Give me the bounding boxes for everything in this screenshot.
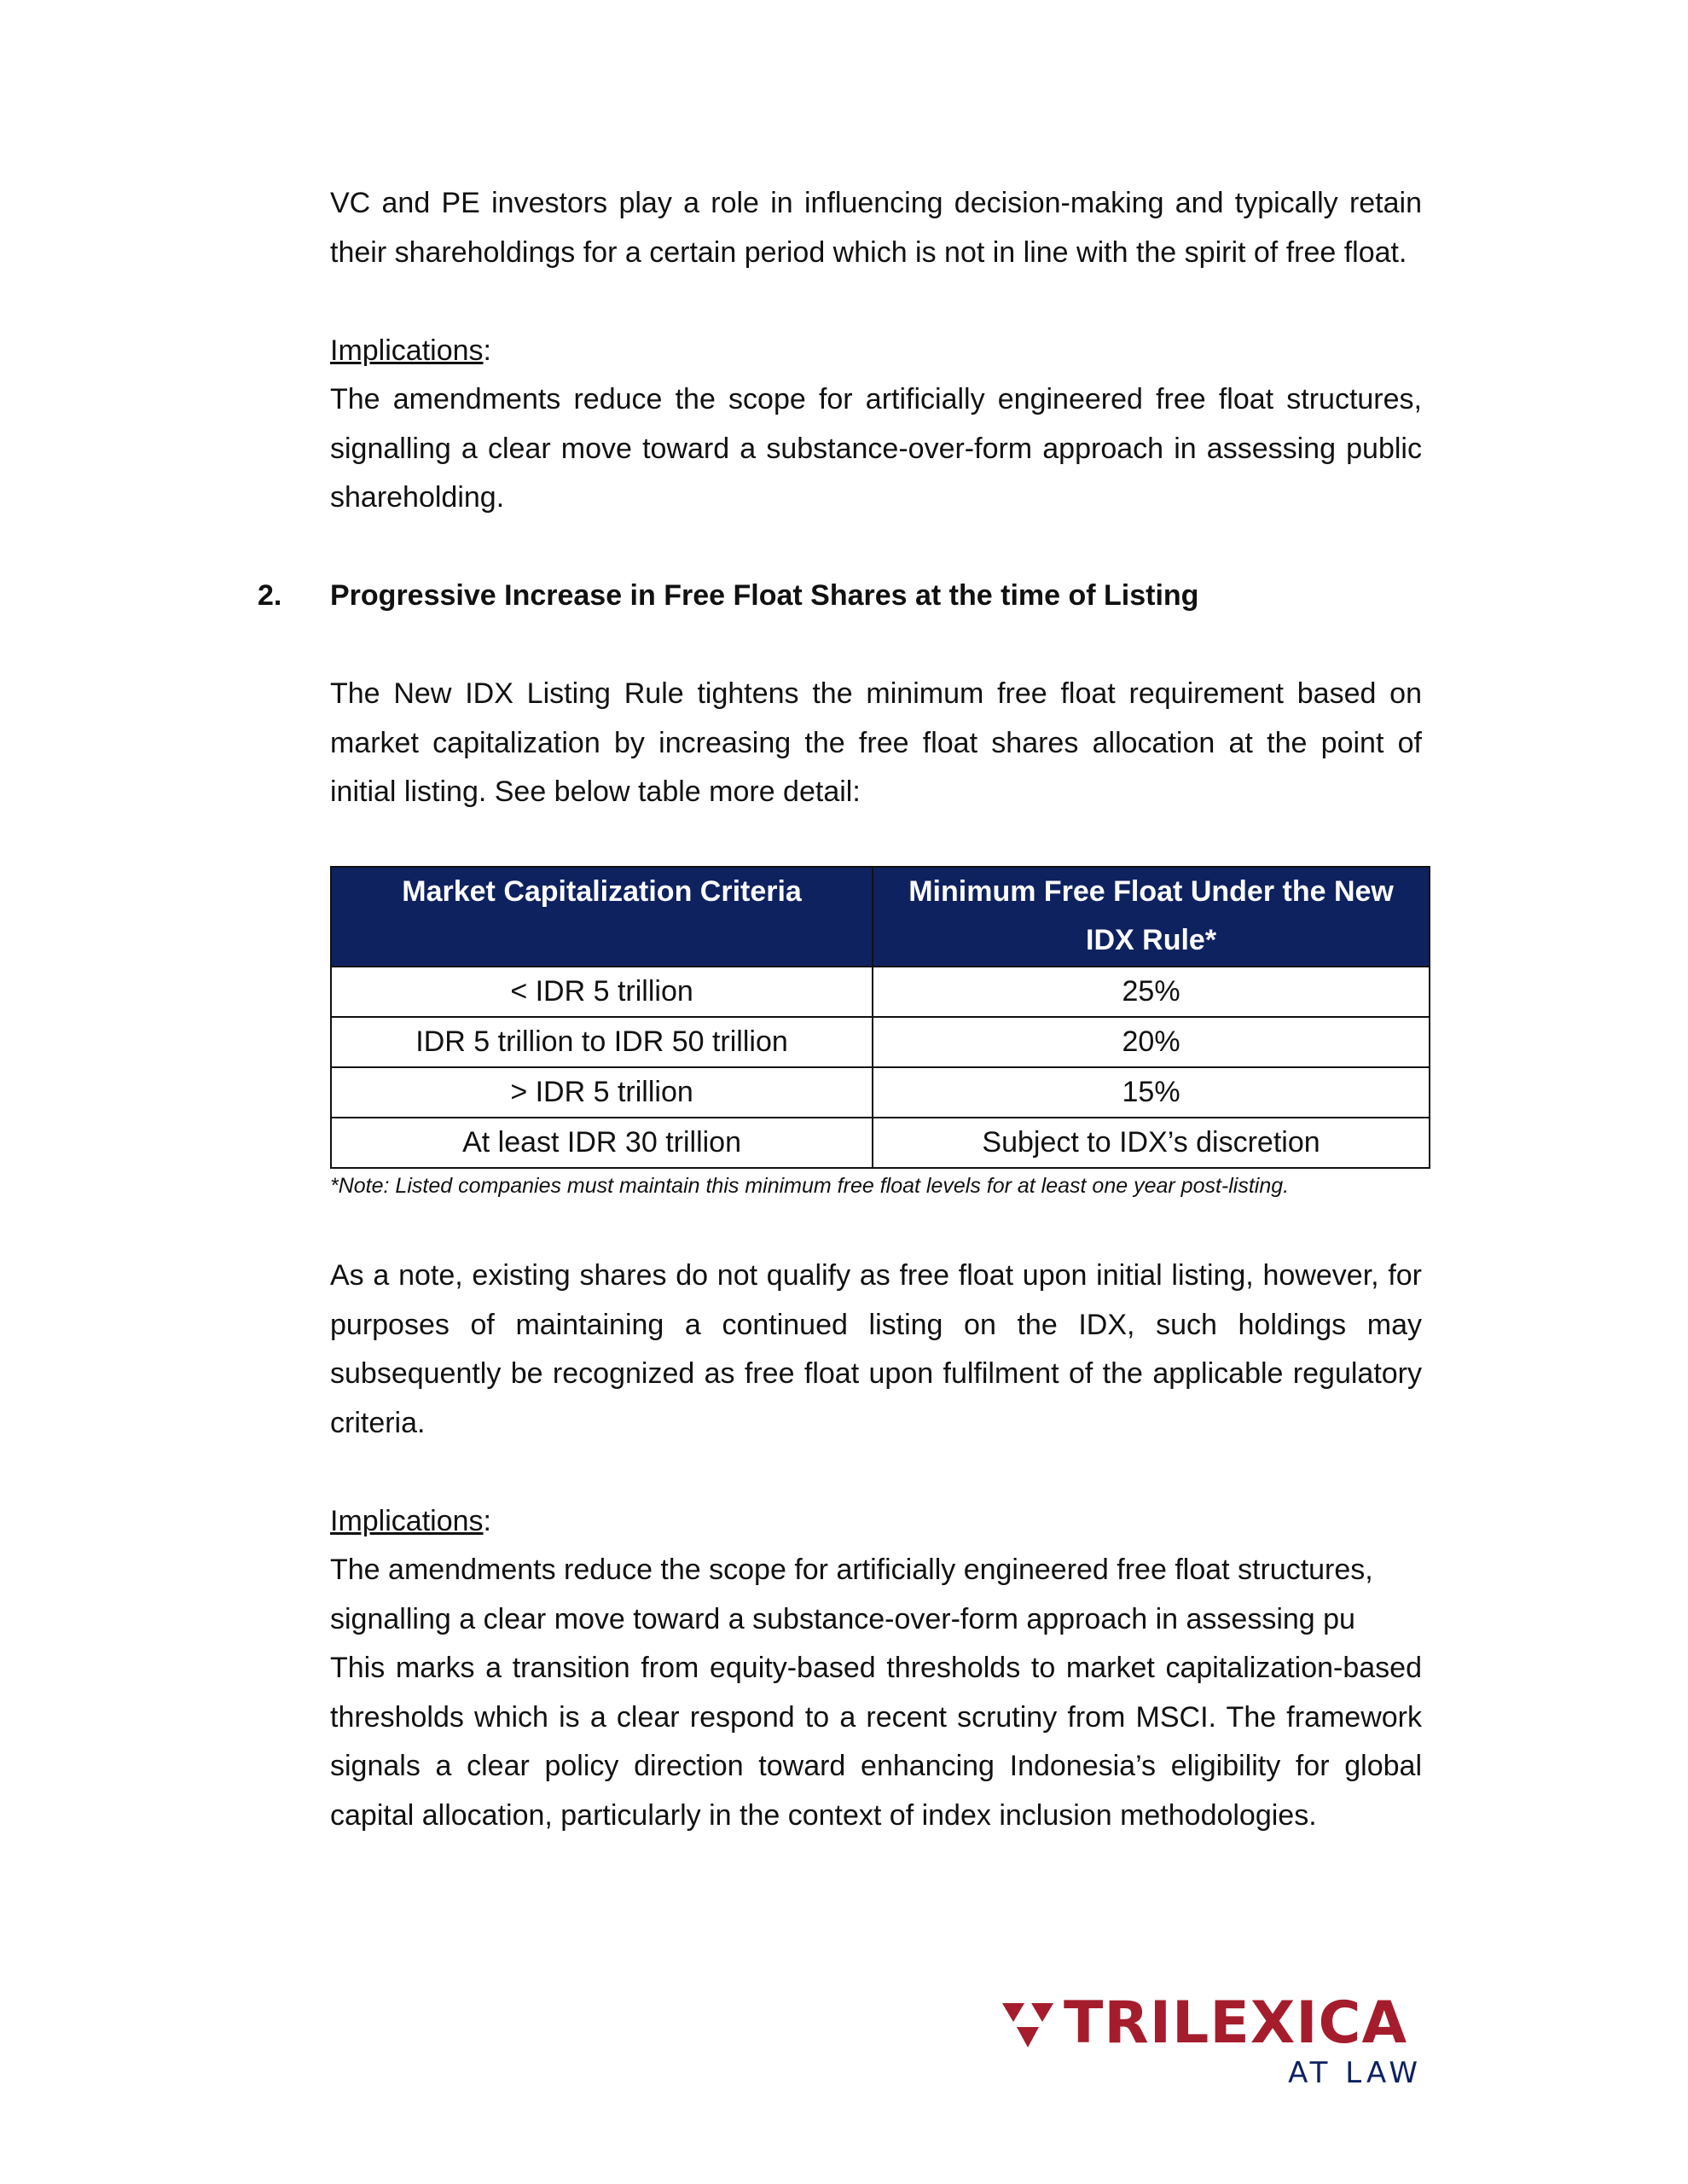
table-header-row bbox=[331, 867, 1430, 967]
table-header-min-free-float: Minimum Free Float Under the New IDX Rule* bbox=[873, 867, 1430, 967]
table-row bbox=[331, 1067, 1430, 1118]
implications-paragraph: The amendments reduce the scope for artificially engineered free float structures, signalling a clear move toward a substance-over-form approach in assessing public shareholding. bbox=[330, 383, 1422, 514]
intro-paragraph: VC and PE investors play a role in influencing decision-making and typically retain their shareholdings for a certain period which is not in line with the spirit of free float. bbox=[330, 187, 1422, 269]
free-float-table bbox=[330, 866, 1430, 1169]
table-header-criteria: Market Capitalization Criteria bbox=[331, 867, 873, 967]
implications-label: Implications bbox=[330, 334, 484, 367]
table-row bbox=[331, 1118, 1430, 1168]
note-paragraph: As a note, existing shares do not qualify as free float upon initial listing, however, for purposes of maintaining a continued listing on the IDX, such holdings may subsequently be recognized as free float upon fulfilment of the applicable regulatory criteria. bbox=[330, 1259, 1422, 1439]
implications-heading bbox=[330, 327, 1422, 376]
implications-colon: : bbox=[483, 1504, 491, 1537]
page-content bbox=[258, 179, 1422, 1840]
table-cell: > IDR 5 trillion bbox=[331, 1067, 873, 1118]
table-cell: < IDR 5 trillion bbox=[331, 967, 873, 1017]
spacer bbox=[330, 1203, 1422, 1252]
implications-line: The amendments reduce the scope for artificially engineered free float structures, bbox=[330, 1554, 1373, 1586]
implications-line: signalling a clear move toward a substance-over-form approach in assessing pu bbox=[330, 1602, 1355, 1635]
section-heading bbox=[258, 572, 1422, 621]
logo-wordmark: TRILEXICA bbox=[1064, 1989, 1408, 2057]
implications-label: Implications bbox=[330, 1504, 484, 1537]
table-row bbox=[331, 967, 1430, 1017]
spacer bbox=[330, 277, 1422, 327]
table-cell: IDR 5 trillion to IDR 50 trillion bbox=[331, 1017, 873, 1067]
table-cell: Subject to IDX’s discretion bbox=[873, 1118, 1430, 1168]
logo-subtitle: AT LAW bbox=[1288, 2056, 1422, 2090]
table-note: *Note: Listed companies must maintain this minimum free float levels for at least one year post-listing. bbox=[330, 1173, 1290, 1198]
table-cell: 20% bbox=[873, 1017, 1430, 1067]
table-cell: 25% bbox=[873, 967, 1430, 1017]
section-title: Progressive Increase in Free Float Shares at the time of Listing bbox=[330, 579, 1199, 612]
section-number: 2. bbox=[258, 579, 282, 612]
trilexica-logo bbox=[1002, 1989, 1429, 2097]
trilexica-logo-mark-icon bbox=[1002, 2003, 1053, 2048]
spacer bbox=[330, 523, 1422, 572]
spacer bbox=[330, 1448, 1422, 1497]
spacer bbox=[330, 621, 1422, 671]
section-paragraph: The New IDX Listing Rule tightens the minimum free float requirement based on market capitalization by increasing the free float shares allocation at the point of initial listing. See below table more detail: bbox=[330, 677, 1422, 808]
table-cell: At least IDR 30 trillion bbox=[331, 1118, 873, 1168]
implications-paragraph: This marks a transition from equity-based thresholds to market capitalization-based thresholds which is a clear respond to a recent scrutiny from MSCI. The framework signals a clear policy direction toward enhancing Indonesia’s eligibility for global capital allocation, particularly in the context of index inclusion methodologies. bbox=[330, 1652, 1422, 1832]
table-row bbox=[331, 1017, 1430, 1067]
implications-heading bbox=[330, 1497, 1422, 1547]
implications-colon: : bbox=[483, 334, 491, 367]
table-cell: 15% bbox=[873, 1067, 1430, 1118]
